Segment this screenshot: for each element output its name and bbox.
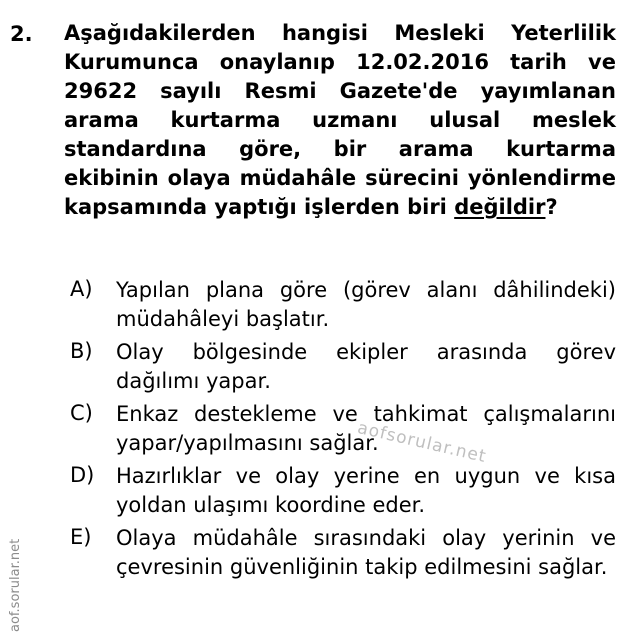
option-a[interactable]: [64, 276, 616, 334]
answer-options: [64, 276, 616, 586]
question-number: 2.: [10, 22, 33, 46]
option-a-text: Yapılan plana göre (görev alanı dâhilindeki) müdahâleyi başlatır.: [116, 278, 616, 331]
question-stem: [64, 19, 616, 222]
option-c-letter: C): [70, 401, 93, 425]
option-d-letter: D): [70, 463, 95, 487]
question-mark: ?: [545, 195, 558, 219]
option-b-letter: B): [70, 339, 93, 363]
question-text: Aşağıdakilerden hangisi Mesleki Yeterlilik Kurumunca onaylanıp 12.02.2016 tarih ve 29622 sayılı Resmi Gazete'de yayımlanan arama kurtarma uzmanı ulusal meslek standardına göre, bir arama kurtarma ekibinin olaya müdahâle sürecini yönlendirme kapsamında yaptığı işlerden biri: [64, 21, 616, 219]
option-e-text: Olaya müdahâle sırasındaki olay yerinin ve çevresinin güvenliğinin takip edilmesini sağlar.: [116, 526, 616, 579]
option-b[interactable]: [64, 338, 616, 396]
option-b-text: Olay bölgesinde ekipler arasında görev dağılımı yapar.: [116, 340, 616, 393]
question-emphasis: değildir: [454, 195, 546, 219]
option-e-letter: E): [70, 525, 92, 549]
option-d-text: Hazırlıklar ve olay yerine en uygun ve kısa yoldan ulaşımı koordine eder.: [116, 464, 616, 517]
watermark-side: aof.sorular.net: [8, 538, 23, 632]
option-c-text: Enkaz destekleme ve tahkimat çalışmalarını yapar/yapılmasını sağlar.: [116, 402, 616, 455]
option-a-letter: A): [70, 277, 93, 301]
watermark-center: aofsorular.net: [355, 418, 489, 468]
option-c[interactable]: [64, 400, 616, 458]
option-e[interactable]: [64, 524, 616, 582]
option-d[interactable]: [64, 462, 616, 520]
